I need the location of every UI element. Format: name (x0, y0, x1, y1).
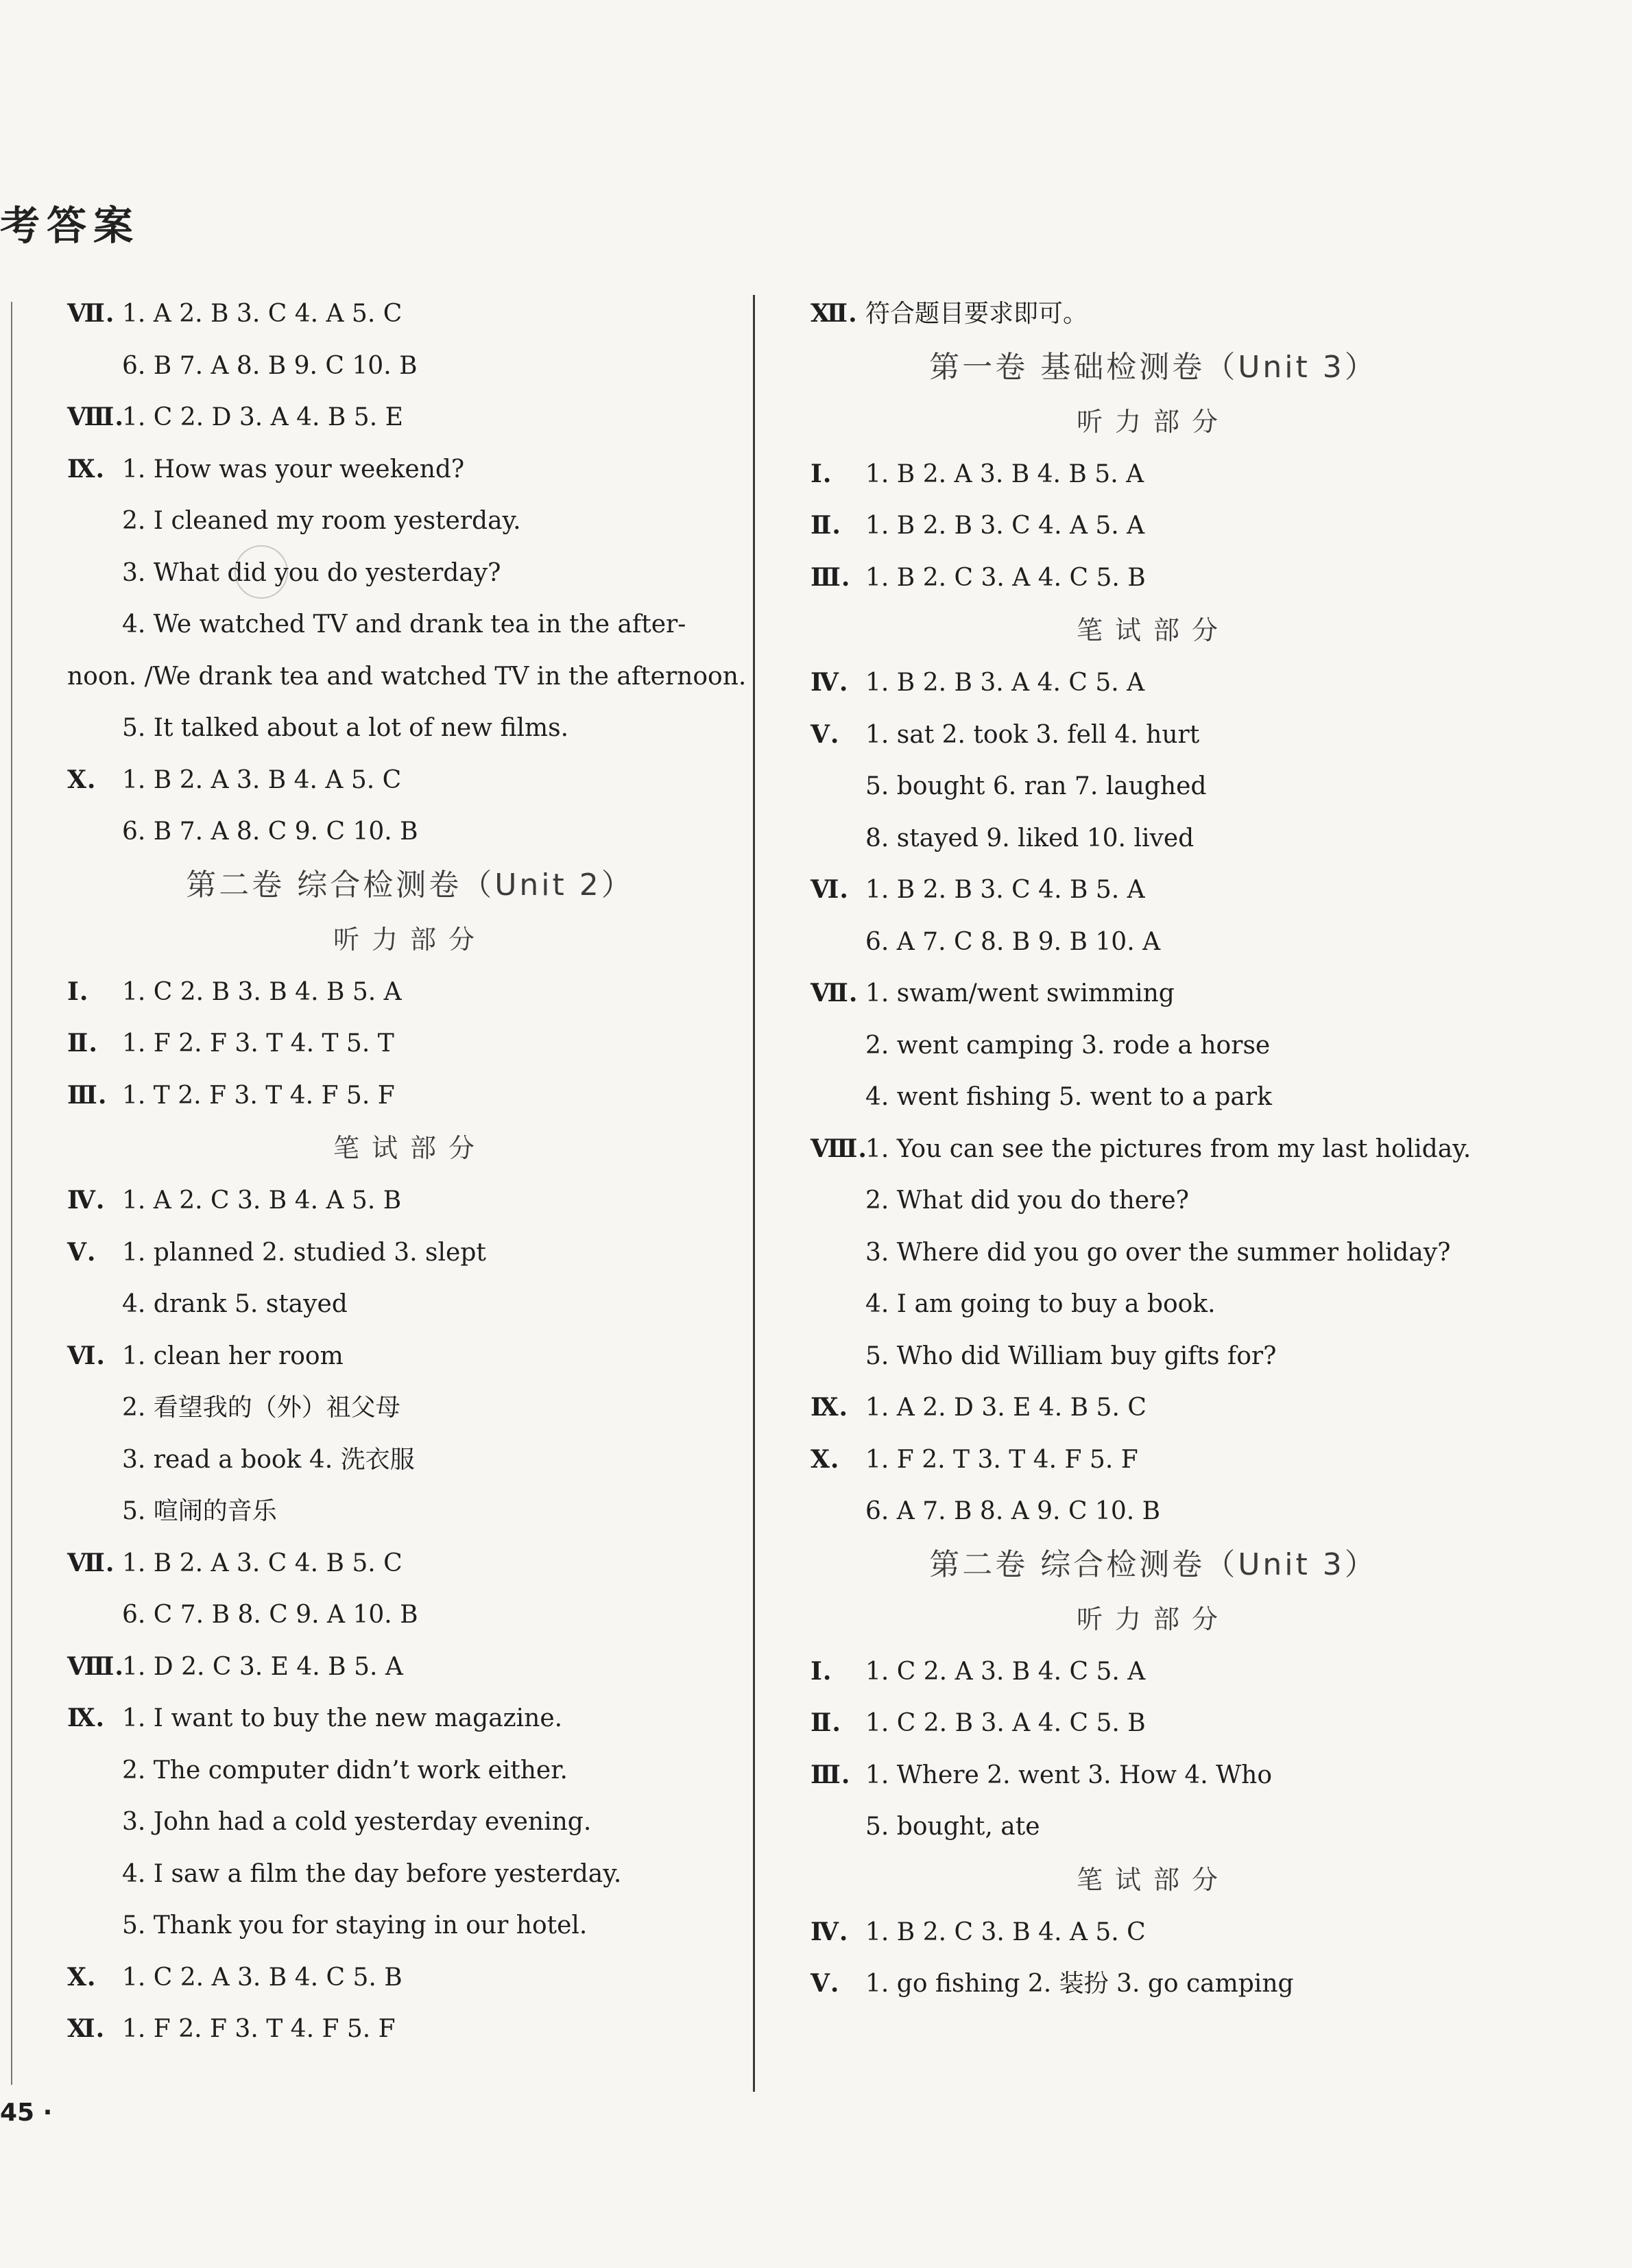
question-group-number: Ⅵ. (67, 1341, 106, 1370)
answer-row (811, 1958, 1496, 2010)
answer-text: 2. I cleaned my room yesterday. (122, 507, 521, 535)
answer-text: 1. D 2. C 3. E 4. B 5. A (122, 1652, 403, 1681)
answer-row (811, 709, 1496, 761)
answer-text: 6. C 7. B 8. C 9. A 10. B (122, 1601, 418, 1629)
left-column (67, 288, 753, 2055)
answer-row (811, 1071, 1496, 1123)
answer-text: 1. go fishing 2. 装扮 3. go camping (865, 1970, 1294, 1998)
answer-text: 1. B 2. C 3. B 4. A 5. C (865, 1918, 1146, 1946)
answer-row (67, 392, 753, 444)
answer-row (811, 552, 1496, 604)
answer-text: 1. A 2. B 3. C 4. A 5. C (122, 300, 403, 328)
answer-text: 4. We watched TV and drank tea in the after- (122, 610, 686, 638)
answer-text: 1. B 2. B 3. C 4. A 5. A (865, 512, 1145, 540)
question-group-number: Ⅱ. (811, 1708, 841, 1737)
answer-row (67, 966, 753, 1018)
answer-row (67, 1485, 753, 1538)
answer-row (811, 1123, 1496, 1175)
answer-row (67, 806, 753, 858)
part-heading: 笔试部分 (1076, 615, 1230, 645)
part-heading: 笔试部分 (333, 1133, 487, 1163)
question-group-number: Ⅰ. (811, 1656, 832, 1686)
answer-row (811, 1175, 1496, 1227)
answer-row (811, 1278, 1496, 1330)
answer-text: 1. planned 2. studied 3. slept (122, 1238, 486, 1267)
question-group-number: Ⅶ. (67, 299, 115, 328)
answer-text: 5. Thank you for staying in our hotel. (122, 1911, 588, 1939)
answer-text: 4. I saw a film the day before yesterday. (122, 1859, 622, 1888)
answer-row (67, 1693, 753, 1745)
section-heading: 第二卷 综合检测卷（Unit 3） (929, 1547, 1378, 1582)
answer-row (811, 1330, 1496, 1383)
question-group-number: Ⅱ. (67, 1029, 98, 1058)
question-group-number: Ⅸ. (67, 1704, 106, 1732)
answer-text: 6. B 7. A 8. B 9. C 10. B (122, 351, 418, 380)
answer-text: 2. went camping 3. rode a horse (865, 1031, 1271, 1060)
question-group-number: Ⅷ. (67, 403, 124, 431)
answer-text: 4. drank 5. stayed (122, 1290, 348, 1318)
answer-text: 2. The computer didn’t work either. (122, 1756, 568, 1784)
answer-text: 1. swam/went swimming (865, 979, 1175, 1007)
answer-row (67, 444, 753, 496)
answer-text: 4. went fishing 5. went to a park (865, 1083, 1272, 1111)
part-heading: 笔试部分 (1076, 1864, 1230, 1895)
answer-row (67, 1796, 753, 1848)
page-header-title: 考答案 (0, 202, 141, 249)
question-group-number: Ⅺ. (67, 2014, 106, 2043)
answer-text: 1. C 2. A 3. B 4. C 5. B (122, 1963, 403, 1992)
answer-text: 1. I want to buy the new magazine. (122, 1704, 563, 1732)
page-number: 45 · (0, 2099, 53, 2127)
answer-text: 4. I am going to buy a book. (865, 1290, 1216, 1318)
answer-text: 1. C 2. B 3. B 4. B 5. A (122, 977, 402, 1006)
part-heading: 听力部分 (333, 924, 487, 955)
question-group-number: Ⅲ. (811, 562, 851, 592)
question-group-number: Ⅴ. (67, 1237, 97, 1267)
question-group-number: Ⅹ. (811, 1444, 840, 1474)
answer-text: 1. clean her room (122, 1341, 344, 1370)
answer-text: 3. John had a cold yesterday evening. (122, 1808, 592, 1836)
answer-text: 1. A 2. C 3. B 4. A 5. B (122, 1186, 402, 1215)
answer-row (67, 2003, 753, 2055)
question-group-number: Ⅳ. (811, 1917, 849, 1946)
question-group-number: Ⅸ. (67, 454, 106, 484)
answer-text: 3. What did you do yesterday? (122, 558, 501, 587)
answer-row (811, 968, 1496, 1020)
answer-text: 1. Where 2. went 3. How 4. Who (865, 1760, 1273, 1789)
answer-text: 1. C 2. B 3. A 4. C 5. B (865, 1709, 1146, 1737)
answer-text: 1. T 2. F 3. T 4. F 5. F (122, 1081, 395, 1110)
answer-row (67, 1227, 753, 1279)
answer-text: 1. B 2. A 3. B 4. B 5. A (865, 459, 1144, 488)
question-group-number: Ⅴ. (811, 1969, 840, 1998)
answer-row (67, 340, 753, 392)
question-group-number: Ⅶ. (811, 979, 859, 1007)
answer-row (67, 1952, 753, 2004)
answer-row (67, 599, 753, 651)
answer-row (67, 651, 753, 703)
answer-row (811, 1750, 1496, 1802)
answer-row (811, 1020, 1496, 1072)
answer-text: 1. F 2. F 3. T 4. F 5. F (122, 2015, 396, 2043)
answer-text: 5. Who did William buy gifts for? (865, 1341, 1277, 1370)
question-group-number: Ⅷ. (811, 1134, 867, 1163)
question-group-number: Ⅳ. (811, 668, 849, 697)
answer-text: 1. How was your weekend? (122, 455, 465, 484)
answer-text: 1. B 2. A 3. B 4. A 5. C (122, 765, 402, 794)
question-group-number: Ⅲ. (67, 1080, 108, 1110)
answer-text: 8. stayed 9. liked 10. lived (865, 824, 1195, 852)
question-group-number: Ⅱ. (811, 511, 841, 540)
answer-row (67, 1070, 753, 1122)
question-group-number: Ⅰ. (67, 977, 89, 1006)
section-heading: 第二卷 综合检测卷（Unit 2） (186, 867, 634, 903)
question-group-number: Ⅴ. (811, 719, 840, 749)
question-group-number: Ⅹ. (67, 1962, 97, 1992)
answer-row (811, 657, 1496, 709)
answer-row (811, 1485, 1496, 1538)
answer-text: 1. You can see the pictures from my last holiday. (865, 1134, 1472, 1163)
answer-row (811, 864, 1496, 916)
answer-row (67, 1175, 753, 1227)
answer-row (811, 288, 1496, 340)
question-group-number: Ⅲ. (811, 1760, 851, 1789)
question-group-number: Ⅰ. (811, 459, 832, 488)
question-group-number: Ⅹ. (67, 765, 97, 794)
answer-text: 1. F 2. F 3. T 4. T 5. T (122, 1029, 394, 1058)
answer-row (811, 1801, 1496, 1853)
answer-row (67, 1848, 753, 1900)
answer-row (811, 449, 1496, 501)
answer-row (811, 813, 1496, 865)
answer-row (811, 1907, 1496, 1959)
answer-text: 符合题目要求即可。 (865, 300, 1088, 328)
answer-row (67, 702, 753, 754)
answer-text: 5. 喧闹的音乐 (122, 1497, 277, 1525)
question-group-number: Ⅵ. (811, 875, 849, 904)
question-group-number: Ⅸ. (811, 1393, 849, 1422)
answer-text: 2. 看望我的（外）祖父母 (122, 1394, 400, 1422)
answer-text: 3. read a book 4. 洗衣服 (122, 1445, 415, 1474)
answer-row (67, 495, 753, 547)
answer-text: 2. What did you do there? (865, 1186, 1189, 1215)
answer-row (67, 1278, 753, 1330)
answer-row (811, 500, 1496, 552)
answer-row (811, 1227, 1496, 1279)
answer-row (67, 1382, 753, 1434)
answer-row (67, 547, 753, 599)
column-divider (753, 295, 755, 2092)
left-margin-rule (11, 302, 12, 2085)
answer-text: 5. It talked about a lot of new films. (122, 714, 569, 742)
answer-row (811, 761, 1496, 813)
answer-text: 5. bought, ate (865, 1813, 1040, 1841)
question-group-number: Ⅻ. (811, 299, 858, 328)
answer-row (811, 1646, 1496, 1698)
answer-text: 1. B 2. C 3. A 4. C 5. B (865, 563, 1146, 592)
answer-text: 6. A 7. C 8. B 9. B 10. A (865, 927, 1161, 956)
answer-text: 6. B 7. A 8. C 9. C 10. B (122, 817, 418, 846)
answer-text: 1. B 2. A 3. C 4. B 5. C (122, 1549, 403, 1577)
question-group-number: Ⅶ. (67, 1548, 115, 1577)
answer-row (67, 1589, 753, 1641)
answer-text: 5. bought 6. ran 7. laughed (865, 772, 1207, 800)
answer-text: 6. A 7. B 8. A 9. C 10. B (865, 1497, 1161, 1525)
answer-text: 1. sat 2. took 3. fell 4. hurt (865, 720, 1200, 749)
answer-row (67, 1434, 753, 1486)
answer-text: 1. B 2. B 3. A 4. C 5. A (865, 669, 1145, 697)
answer-row (811, 1434, 1496, 1486)
answer-row (67, 1538, 753, 1590)
question-group-number: Ⅷ. (67, 1651, 124, 1681)
question-group-number: Ⅳ. (67, 1186, 106, 1215)
answer-text: 1. F 2. T 3. T 4. F 5. F (865, 1445, 1138, 1474)
answer-row (811, 1697, 1496, 1750)
answer-text: 1. A 2. D 3. E 4. B 5. C (865, 1394, 1147, 1422)
right-column (811, 288, 1496, 2010)
answer-text: 1. B 2. B 3. C 4. B 5. A (865, 876, 1145, 904)
answer-text: noon. /We drank tea and watched TV in the afternoon. (67, 662, 747, 691)
answer-row (67, 1641, 753, 1693)
answer-row (67, 1745, 753, 1797)
answer-row (811, 1382, 1496, 1434)
answer-row (811, 916, 1496, 968)
answer-text: 1. C 2. A 3. B 4. C 5. A (865, 1657, 1146, 1686)
part-heading: 听力部分 (1076, 406, 1230, 437)
answer-text: 3. Where did you go over the summer holiday? (865, 1238, 1451, 1267)
answer-row (67, 288, 753, 340)
answer-row (67, 1330, 753, 1383)
answer-text: 1. C 2. D 3. A 4. B 5. E (122, 403, 403, 431)
answer-row (67, 1018, 753, 1070)
answer-row (67, 754, 753, 807)
section-heading: 第一卷 基础检测卷（Unit 3） (929, 349, 1378, 385)
answer-row (67, 1900, 753, 1952)
part-heading: 听力部分 (1076, 1603, 1230, 1634)
